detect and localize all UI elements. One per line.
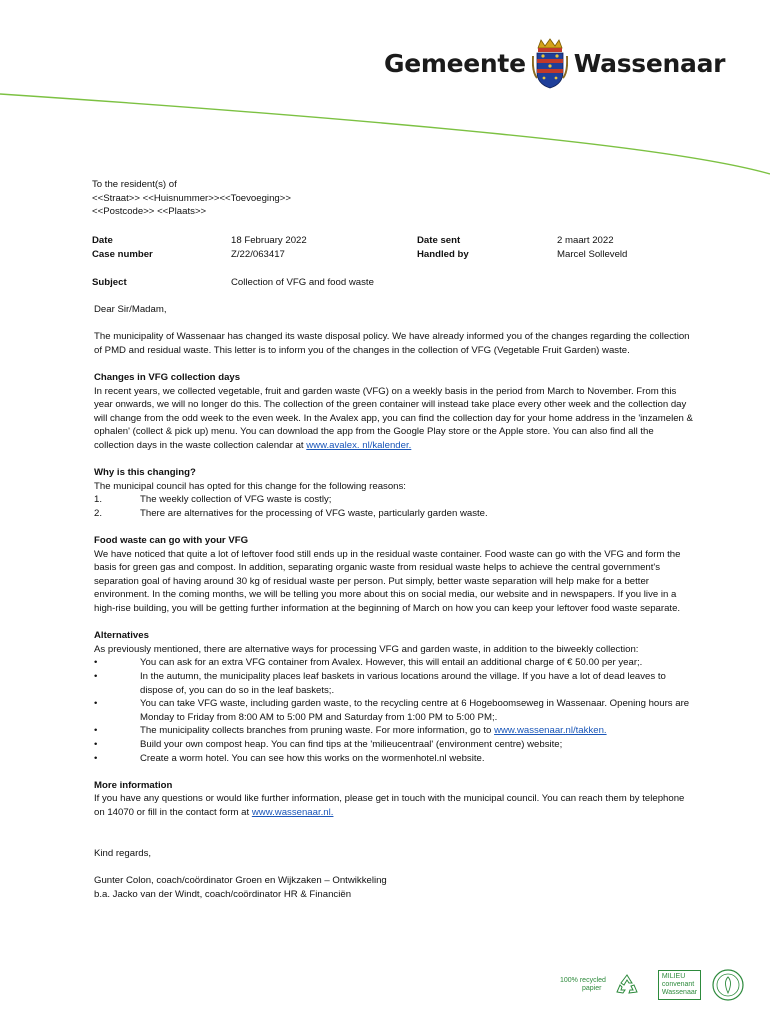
logo-word-gemeente: Gemeente <box>384 49 526 79</box>
recipient-line: To the resident(s) of <box>92 179 177 190</box>
list-item-text: There are alternatives for the processing of VFG waste, particularly garden waste. <box>140 507 488 519</box>
subject-label: Subject <box>92 277 127 288</box>
header-swoosh-line <box>0 88 770 178</box>
more-info-paragraph <box>94 792 694 819</box>
list-item-text: You can ask for an extra VFG container from Avalex. However, this will entail an additional charge of € 50.00 per year;. <box>140 657 643 669</box>
meta-row-date <box>92 234 712 248</box>
coat-of-arms-icon <box>532 38 568 90</box>
municipality-logo <box>384 38 725 90</box>
wassenaar-takken-link[interactable]: www.wassenaar.nl/takken. <box>494 725 607 737</box>
list-item-text: You can take VFG waste, including garden waste, to the recycling centre at 6 Hogeboomseweg in Wassenaar. Opening hours are Monday to Friday from 8:00 AM to 5:00 PM and Saturday from 1:00 PM to 5:00 PM;. <box>140 698 690 723</box>
meta-row-case <box>92 248 712 262</box>
list-item <box>94 670 694 697</box>
logo-word-wassenaar: Wassenaar <box>573 49 726 79</box>
list-item <box>94 493 694 507</box>
bullet-icon: • <box>94 671 98 683</box>
date-value: 18 February 2022 <box>231 235 307 246</box>
collection-days-text: In recent years, we collected vegetable, fruit and garden waste (VFG) on a weekly basis in the period from March to November. From this year onwards, we will no longer do this. The collection of the green container will instead take place every other week and the collection day will change from the odd week to the even week. In the Avalex app, you can find the collection day for your home address in the 'inzamelen & ophalen' (collect & pick up) menu. You can download the app from the Google Play store or the Apple store. You can also find all the collection days in the waste collection calendar at <box>94 385 693 451</box>
date-sent-value: 2 maart 2022 <box>557 235 614 246</box>
letter-meta <box>92 234 712 290</box>
list-item-text: In the autumn, the municipality places leaf baskets in various locations around the village. If you have a lot of dead leaves to dispose of, you can do so in the leaf baskets;. <box>140 671 666 696</box>
bullet-icon: • <box>94 739 98 750</box>
recycle-icon <box>614 972 640 998</box>
bullet-icon: • <box>94 725 98 737</box>
more-info-text: If you have any questions or would like further information, please get in touch with the municipal council. You can reach them by telephone on 14070 or fill in the contact form at <box>94 793 685 818</box>
recipient-postcode: <<Postcode>> <<Plaats>> <box>92 206 207 218</box>
why-paragraph: The municipal council has opted for this change for the following reasons: <box>94 480 406 492</box>
wassenaar-contact-link[interactable]: www.wassenaar.nl. <box>251 806 334 818</box>
list-item <box>94 697 694 724</box>
salutation: Dear Sir/Madam, <box>94 304 167 315</box>
handled-by-value: Marcel Solleveld <box>557 249 628 260</box>
section-heading-alternatives: Alternatives <box>94 630 149 642</box>
subject-value: Collection of VFG and food waste <box>231 277 374 288</box>
recycled-paper-label: 100% recycled papier <box>560 977 606 992</box>
closing: Kind regards, <box>94 847 152 859</box>
case-number-value: Z/22/063417 <box>231 249 285 260</box>
list-marker: 1. <box>94 494 103 506</box>
alternatives-paragraph: As previously mentioned, there are alternative ways for processing VFG and garden waste, in addition to the biweekly collection: <box>94 643 639 655</box>
list-item-text: Build your own compost heap. You can find tips at the 'milieucentraal' (environment centre) website; <box>140 739 563 750</box>
list-marker: 2. <box>94 507 103 519</box>
date-label: Date <box>92 235 113 246</box>
section-heading-collection-days: Changes in VFG collection days <box>94 371 241 383</box>
recipient-street: <<Straat>> <<Huisnummer>><<Toevoeging>> <box>92 192 291 204</box>
certification-seal-icon <box>711 968 745 1002</box>
signature-line-2: b.a. Jacko van der Windt, coach/coördinator HR & Financiën <box>94 888 352 900</box>
collection-days-paragraph <box>94 385 694 453</box>
list-item <box>94 752 694 766</box>
list-item-text: The weekly collection of VFG waste is costly; <box>140 494 332 506</box>
list-item-text: Create a worm hotel. You can see how this works on the wormenhotel.nl website. <box>140 752 485 764</box>
section-heading-why: Why is this changing? <box>94 467 196 479</box>
list-item <box>94 724 694 738</box>
avalex-calendar-link[interactable]: www.avalex. nl/kalender. <box>306 439 412 451</box>
list-item <box>94 738 694 752</box>
list-item <box>94 507 694 521</box>
bullet-icon: • <box>94 698 98 710</box>
bullet-icon: • <box>94 657 98 669</box>
footer-marks <box>560 968 745 1002</box>
bullet-icon: • <box>94 752 98 764</box>
list-item-text: The municipality collects branches from pruning waste. For more information, go to <box>140 725 495 737</box>
letter-body <box>94 303 694 901</box>
milieu-convenant-badge: MILIEU convenant Wassenaar <box>658 970 701 1000</box>
section-heading-more-info: More information <box>94 779 173 791</box>
section-heading-food-waste: Food waste can go with your VFG <box>94 535 249 547</box>
intro-paragraph: The municipality of Wassenaar has changed its waste disposal policy. We have already informed you of the changes regarding the collection of PMD and residual waste. This letter is to inform you of the changes in the collection of VFG (Vegetable Fruit Garden) waste. <box>94 331 690 356</box>
signature-line-1: Gunter Colon, coach/coördinator Groen en Wijkzaken – Ontwikkeling <box>94 874 387 886</box>
food-waste-paragraph: We have noticed that quite a lot of leftover food still ends up in the residual waste container. Food waste can go with the VFG and form the basis for green gas and compost. In addition, separating organic waste from residual waste helps to achieve the central government's separation goal of having around 30 kg of residual waste per person. Put simply, better waste separation will help make for a better environment. In the coming months, we will be telling you more about this on social media, our website and in newspapers. If you live in a high-rise building, you will be getting further information at the beginning of March on how you can keep your leftover food waste separate. <box>94 548 681 615</box>
case-number-label: Case number <box>92 249 153 260</box>
list-item <box>94 656 694 670</box>
meta-row-subject <box>92 276 712 290</box>
handled-by-label: Handled by <box>417 249 469 260</box>
recipient-address <box>92 178 291 219</box>
date-sent-label: Date sent <box>417 235 461 246</box>
